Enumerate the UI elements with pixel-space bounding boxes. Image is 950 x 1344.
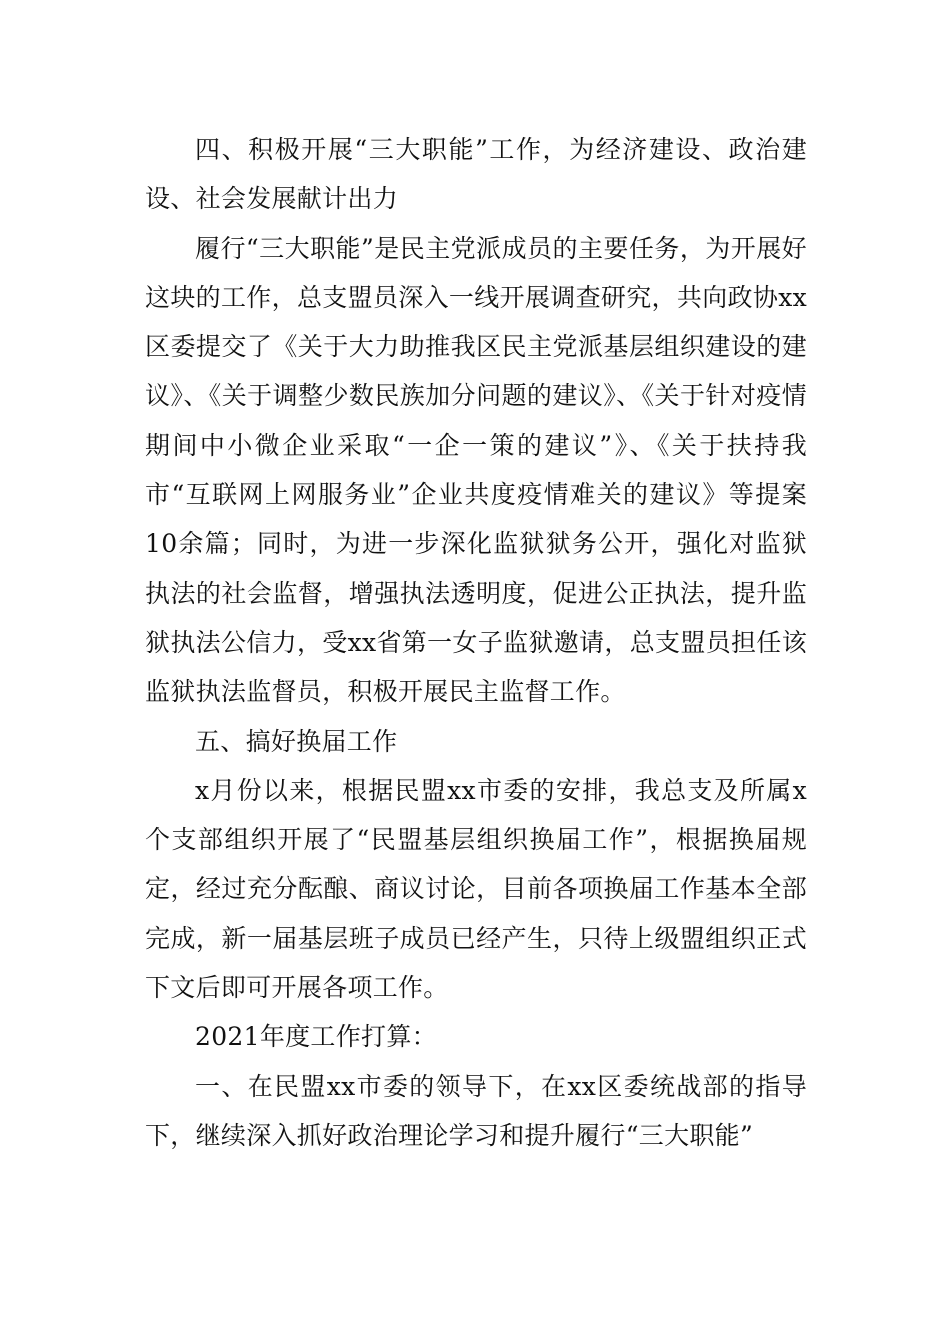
section-heading-four: 四、积极开展“三大职能”工作，为经济建设、政治建设、社会发展献计出力 bbox=[145, 135, 807, 214]
body-paragraph-duties: 履行“三大职能”是民主党派成员的主要任务，为开展好这块的工作，总支盟员深入一线开展调查研究，共向政协xx区委提交了《关于大力助推我区民主党派基层组织建设的建议》、《关于调整少数民族加分问题的建议》、《关于针对疫情期间中小微企业采取“一企一策的建议”》、《关于扶持我市“互联网上网服务业”企业共度疫情难关的建议》等提案10余篇；同时，为进一步深化监狱狱务公开，强化对监狱执法的社会监督，增强执法透明度，促进公正执法，提升监狱执法公信力，受xx省第一女子监狱邀请，总支盟员担任该监狱执法监督员，积极开展民主监督工作。 bbox=[145, 233, 807, 707]
plan-heading-2021: 2021年度工作打算： bbox=[195, 1022, 437, 1052]
body-paragraph-election: x月份以来，根据民盟xx市委的安排，我总支及所属x个支部组织开展了“民盟基层组织换届工作”，根据换届规定，经过充分酝酿、商议讨论，目前各项换届工作基本全部完成，新一届基层班子成员已经产生，只待上级盟组织正式下文后即可开展各项工作。 bbox=[145, 775, 807, 1003]
document-page bbox=[145, 125, 807, 1160]
section-heading-five: 五、搞好换届工作 bbox=[195, 726, 398, 756]
plan-item-one: 一、在民盟xx市委的领导下，在xx区委统战部的指导下，继续深入抓好政治理论学习和提升履行“三大职能” bbox=[145, 1071, 807, 1150]
